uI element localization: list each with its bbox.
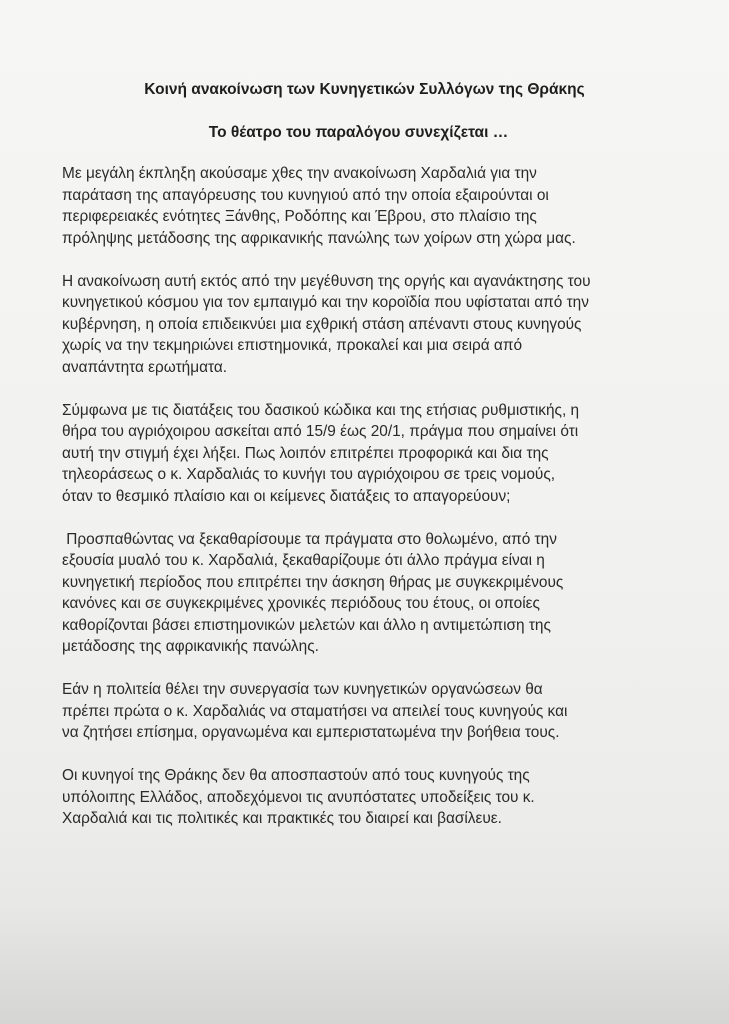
text-line: κανόνες και σε συγκεκριμένες χρονικές περιόδους του έτους, οι οποίες xyxy=(62,595,540,612)
text-line: κυβέρνηση, η οποία επιδεικνύει μια εχθρική στάση απέναντι στους κυνηγούς xyxy=(62,315,582,333)
text-line: θήρα του αγριόχοιρου ασκείται από 15/9 έως 20/1, πράγμα που σημαίνει ότι xyxy=(62,423,579,440)
paragraph-6 xyxy=(62,765,682,830)
text-line: χωρίς να την τεκμηριώνει επιστημονικά, προκαλεί και μια σειρά από xyxy=(62,337,523,354)
text-line: Η ανακοίνωση αυτή εκτός από την μεγέθυνση της οργής και αγανάκτησης του xyxy=(62,272,591,290)
text-line: Προσπαθώντας να ξεκαθαρίσουμε τα πράγματα στο θολωμένο, από την xyxy=(62,530,557,548)
text-line: πρέπει πρώτα ο κ. Χαρδαλιάς να σταματήσει να απειλεί τους κυνηγούς και xyxy=(62,702,568,720)
text-line: καθορίζονται βάσει επιστημονικών μελετών και άλλο η αντιμετώπιση της xyxy=(62,616,551,634)
text-line: αναπάντητα ερωτήματα. xyxy=(62,358,228,376)
text-line: τηλεοράσεως ο κ. Χαρδαλιάς το κυνήγι του αγριόχοιρου σε τρεις νομούς, xyxy=(62,466,556,483)
document-title: Κοινή ανακοίνωση των Κυνηγετικών Συλλόγων της Θράκης xyxy=(144,81,585,98)
text-line: αυτή την στιγμή έχει λήξει. Πως λοιπόν επιτρέπει προφορικά και δια της xyxy=(62,444,549,462)
paragraph-1 xyxy=(62,163,682,249)
paragraph-2 xyxy=(62,271,682,379)
text-line: να ζητήσει επίσημα, οργανωμένα και εμπεριστατωμένα την βοήθεια τους. xyxy=(62,724,560,741)
text-line: πρόληψης μετάδοσης της αφρικανικής πανώλης των χοίρων στη χώρα μας. xyxy=(62,229,576,247)
paragraph-3 xyxy=(62,400,682,508)
text-line: κυνηγετικού κόσμου για τον εμπαιγμό και την κοροϊδία που υφίσταται από την xyxy=(62,294,589,311)
paragraph-4 xyxy=(62,529,682,658)
text-line: παράταση της απαγόρευσης του κυνηγιού από την οποία εξαιρούνται οι xyxy=(62,186,549,204)
text-line: Χαρδαλιά και τις πολιτικές και πρακτικές του διαιρεί και βασίλευε. xyxy=(62,810,502,827)
text-line: περιφερειακές ενότητες Ξάνθης, Ροδόπης και Έβρου, στο πλαίσιο της xyxy=(62,208,537,225)
text-line: Οι κυνηγοί της Θράκης δεν θα αποσπαστούν από τους κυνηγούς της xyxy=(62,767,530,784)
text-line: υπόλοιπης Ελλάδος, αποδεχόμενοι τις ανυπόστατες υποδείξεις του κ. xyxy=(62,788,535,806)
text-line: κυνηγετική περίοδος που επιτρέπει την άσκηση θήρας με συγκεκριμένους xyxy=(62,573,564,591)
paragraph-5 xyxy=(62,679,682,744)
page-shadow xyxy=(0,904,729,1024)
document-body xyxy=(62,163,682,851)
text-line: Σύμφωνα με τις διατάξεις του δασικού κώδικα και της ετήσιας ρυθμιστικής, η xyxy=(62,401,580,419)
text-line: Με μεγάλη έκπληξη ακούσαμε χθες την ανακοίνωση Χαρδαλιά για την xyxy=(62,165,537,182)
text-line: Εάν η πολιτεία θέλει την συνεργασία των κυνηγετικών οργανώσεων θα xyxy=(62,681,543,698)
text-line: εξουσία μυαλό του κ. Χαρδαλιά, ξεκαθαρίζουμε ότι άλλο πράγμα είναι η xyxy=(62,552,545,569)
text-line: όταν το θεσμικό πλαίσιο και οι κείμενες διατάξεις το απαγορεύουν; xyxy=(62,487,511,505)
text-line: μετάδοσης της αφρικανικής πανώλης. xyxy=(62,638,319,655)
document-subtitle: Το θέατρο του παραλόγου συνεχίζεται … xyxy=(208,124,509,141)
